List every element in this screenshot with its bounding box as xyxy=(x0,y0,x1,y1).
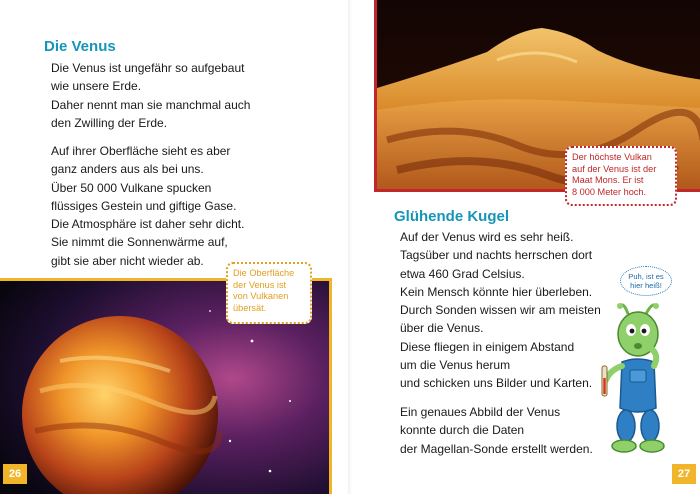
text-line: Kein Mensch könnte hier überleben. xyxy=(400,284,593,299)
intro-paragraph xyxy=(51,59,250,132)
maat-mons-callout xyxy=(565,146,677,206)
callout-line: Maat Mons. Er ist xyxy=(572,175,644,186)
text-line: der Magellan-Sonde erstellt werden. xyxy=(400,441,593,456)
text-line: flüssiges Gestein und giftige Gase. xyxy=(51,198,237,213)
venus-heading: Die Venus xyxy=(44,38,116,55)
text-line: Tagsüber und nachts herrschen dort xyxy=(400,248,593,263)
text-line: Auf der Venus wird es sehr heiß. xyxy=(400,230,574,244)
callout-line: von Vulkanen xyxy=(233,291,289,302)
callout-line: der Venus ist xyxy=(233,279,287,290)
callout-line: auf der Venus ist der xyxy=(572,163,657,174)
surface-paragraph xyxy=(51,142,244,270)
speech-line: Puh, ist es xyxy=(628,272,664,281)
text-line: konnte durch die Daten xyxy=(400,423,525,438)
page-number-right: 27 xyxy=(672,464,696,484)
text-line: Die Venus ist ungefähr so aufgebaut xyxy=(51,61,245,75)
text-line: ganz anders aus als bei uns. xyxy=(51,162,204,177)
text-line: den Zwilling der Erde. xyxy=(51,115,168,130)
text-line: Ein genaues Abbild der Venus xyxy=(400,405,561,419)
speech-line: hier heiß! xyxy=(630,281,662,290)
callout-line: übersät. xyxy=(233,302,267,313)
text-line: Durch Sonden wissen wir am meisten xyxy=(400,303,601,318)
magellan-paragraph xyxy=(400,403,593,458)
text-line: Diese fliegen in einigem Abstand xyxy=(400,339,575,354)
callout-line: 8 000 Meter hoch. xyxy=(572,186,647,197)
glowing-ball-heading: Glühende Kugel xyxy=(394,208,510,225)
text-line: und schicken uns Bilder und Karten. xyxy=(400,376,593,391)
text-line: Daher nennt man sie manchmal auch xyxy=(51,97,251,112)
page-number-left: 26 xyxy=(3,464,27,484)
text-line: Sie nimmt die Sonnenwärme auf, xyxy=(51,235,228,250)
text-line: Auf ihrer Oberfläche sieht es aber xyxy=(51,144,231,158)
text-line: wie unsere Erde. xyxy=(51,79,142,94)
text-line: etwa 460 Grad Celsius. xyxy=(400,266,525,281)
alien-mascot-illustration xyxy=(598,300,678,460)
callout-line: Der höchste Vulkan xyxy=(572,152,652,162)
speech-bubble xyxy=(620,266,672,296)
callout-line: Die Oberfläche xyxy=(233,268,295,278)
volcano-surface-callout xyxy=(226,262,312,324)
text-line: gibt sie aber nicht wieder ab. xyxy=(51,253,204,268)
text-line: um die Venus herum xyxy=(400,358,511,373)
text-line: über die Venus. xyxy=(400,321,484,336)
right-page xyxy=(350,0,700,494)
text-line: Die Atmosphäre ist daher sehr dicht. xyxy=(51,217,245,232)
text-line: Über 50 000 Vulkane spucken xyxy=(51,180,212,195)
heat-paragraph xyxy=(400,228,601,393)
